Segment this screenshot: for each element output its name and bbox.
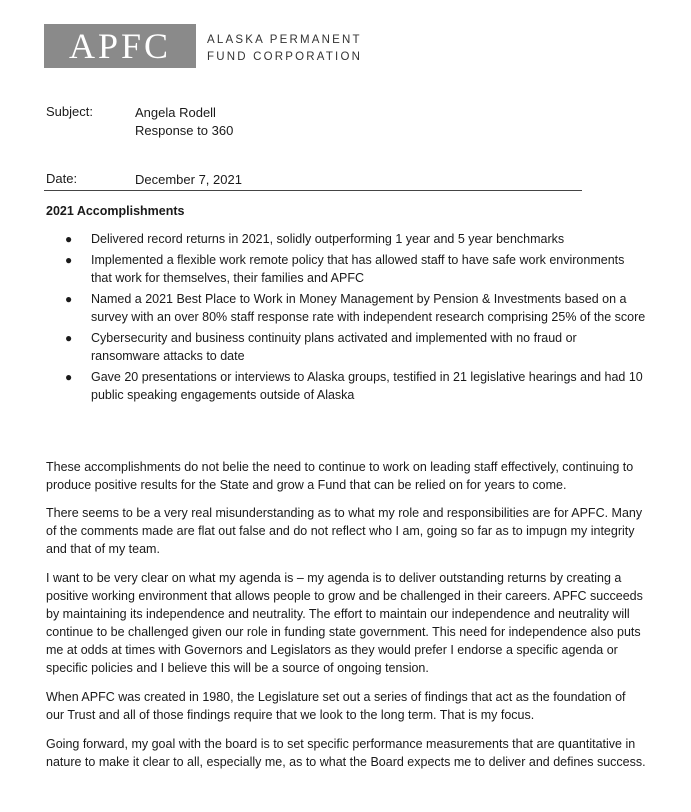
- paragraph: There seems to be a very real misunderstanding as to what my role and responsibilities are for APFC. Many of the comments made are flat out false and do not reflect who I am, going so far as to impugn my integrity and that of my team.: [46, 506, 643, 556]
- date-label: Date:: [46, 171, 78, 186]
- subject-line-1: Angela Rodell: [135, 105, 216, 120]
- org-line-1: ALASKA PERMANENT: [207, 34, 362, 46]
- bullet-icon: ●: [65, 253, 73, 267]
- bullet-icon: ●: [65, 331, 73, 345]
- subject-line-2: Response to 360: [135, 123, 234, 138]
- paragraph: When APFC was created in 1980, the Legislature set out a series of findings that act as the foundation of our Trust and all of those findings require that we look to the long term. That is my focus.: [46, 690, 626, 722]
- list-item: [46, 329, 646, 365]
- list-item: [46, 368, 646, 404]
- list-item-text: Named a 2021 Best Place to Work in Money Management by Pension & Investments based on a survey with an over 80% staff response rate with independent research comprising 25% of the score: [91, 292, 646, 324]
- logo-text: APFC: [68, 26, 172, 66]
- accomplishments-list: [46, 230, 646, 407]
- section-heading: 2021 Accomplishments: [46, 204, 185, 218]
- list-item: [46, 230, 646, 248]
- paragraph: I want to be very clear on what my agenda is – my agenda is to deliver outstanding returns by creating a positive working environment that allows people to grow and be challenged in their careers. APFC succeeds by maintaining its independence and neutrality. The effort to maintain our independence and neutrality will continue to be challenged given our role in funding state government. This need for independence also puts me at odds at times with Governors and Legislators as they would prefer I endorse a specific agenda or specific policies and I believe this will be a source of ongoing tension.: [46, 571, 643, 675]
- subject-value: [135, 104, 233, 140]
- list-item-text: Cybersecurity and business continuity plans activated and implemented with no fraud or ransomware attacks to date: [91, 331, 577, 363]
- list-item-text: Implemented a flexible work remote policy that has allowed staff to have safe work environments that work for themselves, their families and APFC: [91, 253, 625, 285]
- divider-line: [44, 190, 582, 191]
- organization-name: [207, 32, 362, 66]
- date-value: December 7, 2021: [135, 172, 242, 187]
- paragraph: These accomplishments do not belie the need to continue to work on leading staff effectively, continuing to produce positive results for the State and grow a Fund that can be relied on for years to come.: [46, 460, 634, 492]
- list-item: [46, 290, 646, 326]
- subject-label: Subject:: [46, 104, 93, 119]
- bullet-icon: ●: [65, 232, 73, 246]
- bullet-icon: ●: [65, 370, 73, 384]
- list-item: [46, 251, 646, 287]
- list-item-text: Delivered record returns in 2021, solidly outperforming 1 year and 5 year benchmarks: [91, 232, 565, 246]
- bullet-icon: ●: [65, 292, 73, 306]
- apfc-logo: [44, 24, 196, 68]
- list-item-text: Gave 20 presentations or interviews to Alaska groups, testified in 21 legislative hearings and had 10 public speaking engagements outside of Alaska: [91, 370, 643, 402]
- paragraph: Going forward, my goal with the board is to set specific performance measurements that are quantitative in nature to make it clear to all, especially me, as to what the Board expects me to deliver and defines success.: [46, 737, 646, 769]
- org-line-2: FUND CORPORATION: [207, 51, 363, 63]
